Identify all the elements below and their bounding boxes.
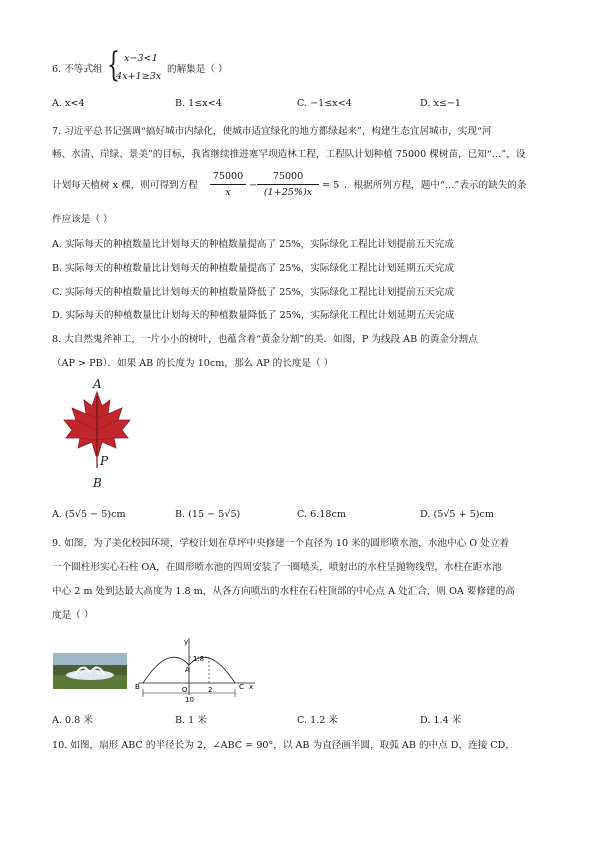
q6-option-a[interactable]: A. x<4 <box>52 98 85 109</box>
q7-line-4: 件应该是（ ） <box>52 214 113 225</box>
graph-x-label: x <box>249 683 254 691</box>
fountain-photo <box>53 653 127 689</box>
q7-option-c[interactable]: C. 实际每天的种植数量比计划每天的种植数量降低了 25%，实际绿化工程比计划提前五天完成 <box>52 287 455 298</box>
q7-line-3-suffix: ．根据所列方程，题中“…”表示的缺失的条 <box>344 180 527 191</box>
q8-label-p: P <box>100 454 109 468</box>
fountain-parabola-diagram <box>133 635 263 705</box>
q9-option-a[interactable]: A. 0.8 米 <box>52 715 93 726</box>
q8-option-c[interactable]: C. 6.18cm <box>297 509 346 520</box>
q6-suffix: 的解集是（ ） <box>167 64 228 75</box>
graph-y-label: y <box>184 638 189 646</box>
q8-line-1: 8. 大自然鬼斧神工，一片小小的树叶，也蕴含着“黄金分割”的美．如图，P 为线段 AB 的黄金分割点 <box>52 334 478 345</box>
q6-prefix: 6. 不等式组 <box>52 64 103 75</box>
q7-option-a[interactable]: A. 实际每天的种植数量比计划每天的种植数量提高了 25%，实际绿化工程比计划提前五天完成 <box>52 239 454 250</box>
graph-height-label: 1.8 <box>193 655 205 663</box>
q8-label-a: A <box>93 377 102 391</box>
graph-c-label: C <box>239 683 244 691</box>
graph-ten-label: 10 <box>185 696 194 704</box>
q6-option-b[interactable]: B. 1≤x<4 <box>175 98 222 109</box>
q8-option-d[interactable]: D. (5√5 + 5)cm <box>420 509 494 520</box>
graph-a-label: A <box>185 666 190 674</box>
q9-option-b[interactable]: B. 1 米 <box>175 715 207 726</box>
q6-inequality-1: x−3<1 <box>124 53 158 64</box>
graph-b-label: B <box>135 683 140 691</box>
q6-option-c[interactable]: C. −1≤x<4 <box>297 98 352 109</box>
q9-line-1: 9. 如图，为了美化校园环境，学校计划在草坪中央修建一个直径为 10 米的圆形喷水池，水池中心 O 处立着 <box>52 538 510 549</box>
q9-line-4: 度是（ ） <box>52 610 94 621</box>
graph-o-label: O <box>182 686 188 694</box>
q8-label-b: B <box>93 476 102 490</box>
q9-line-2: 一个圆柱形实心石柱 OA，在圆形喷水池的四周安装了一圈喷头，喷射出的水柱呈抛物线型，水柱在距水池 <box>52 562 502 573</box>
q6-inequality-2: 4x+1≥3x <box>116 71 162 82</box>
q9-option-c[interactable]: C. 1.2 米 <box>297 715 338 726</box>
q6-brace: { <box>107 45 120 85</box>
q6-option-d[interactable]: D. x≤−1 <box>420 98 462 109</box>
q7-option-d[interactable]: D. 实际每天的种植数量比计划每天的种植数量降低了 25%，实际绿化工程比计划延期五天完成 <box>52 310 455 321</box>
q8-line-2: （AP > PB）．如果 AB 的长度为 10cm，那么 AP 的长度是（ ） <box>52 358 334 369</box>
q7-fraction-2-denominator: (1+25%)x <box>263 187 313 198</box>
q7-fraction-2-bar <box>257 184 319 185</box>
q9-line-3: 中心 2 m 处到达最大高度为 1.8 m，从各方向喷出的水柱在石柱顶部的中心点 A 处汇合，则 OA 要修建的高 <box>52 586 515 597</box>
q7-fraction-2-numerator: 75000 <box>272 171 304 182</box>
q8-option-b[interactable]: B. (15 − 5√5) <box>175 509 241 520</box>
graph-two-label: 2 <box>208 686 213 694</box>
q7-fraction-2 <box>257 170 319 199</box>
q7-minus: − <box>249 180 258 191</box>
q7-line-2: 畅、水清、岸绿、景美”的目标，我省继续推进塞罕坝造林工程，工程队计划种植 75000 棵树苗，已知“…”，设 <box>52 149 526 160</box>
q7-option-b[interactable]: B. 实际每天的种植数量比计划每天的种植数量提高了 25%，实际绿化工程比计划延期五天完成 <box>52 263 455 274</box>
q7-fraction-1-bar <box>210 184 246 185</box>
q9-option-d[interactable]: D. 1.4 米 <box>420 715 462 726</box>
q7-line-1: 7. 习近平总书记强调“搞好城市内绿化，使城市适宜绿化的地方都绿起来”，构建生态宜居城市，实现“河 <box>52 126 492 137</box>
q7-fraction-1 <box>210 170 246 199</box>
q7-equals-five: = 5 <box>322 180 340 191</box>
q8-option-a[interactable]: A. (5√5 − 5)cm <box>52 509 126 520</box>
q7-line-3-prefix: 计划每天植树 x 棵，则可得到方程 <box>52 180 198 191</box>
q10-line-1: 10. 如图，扇形 ABC 的半径长为 2，∠ABC = 90°，以 AB 为直径画半圆，取弧 AB 的中点 D，连接 CD， <box>52 740 515 751</box>
q7-fraction-1-numerator: 75000 <box>212 171 244 182</box>
q7-fraction-1-denominator: x <box>225 187 231 198</box>
maple-leaf-image <box>62 390 132 470</box>
